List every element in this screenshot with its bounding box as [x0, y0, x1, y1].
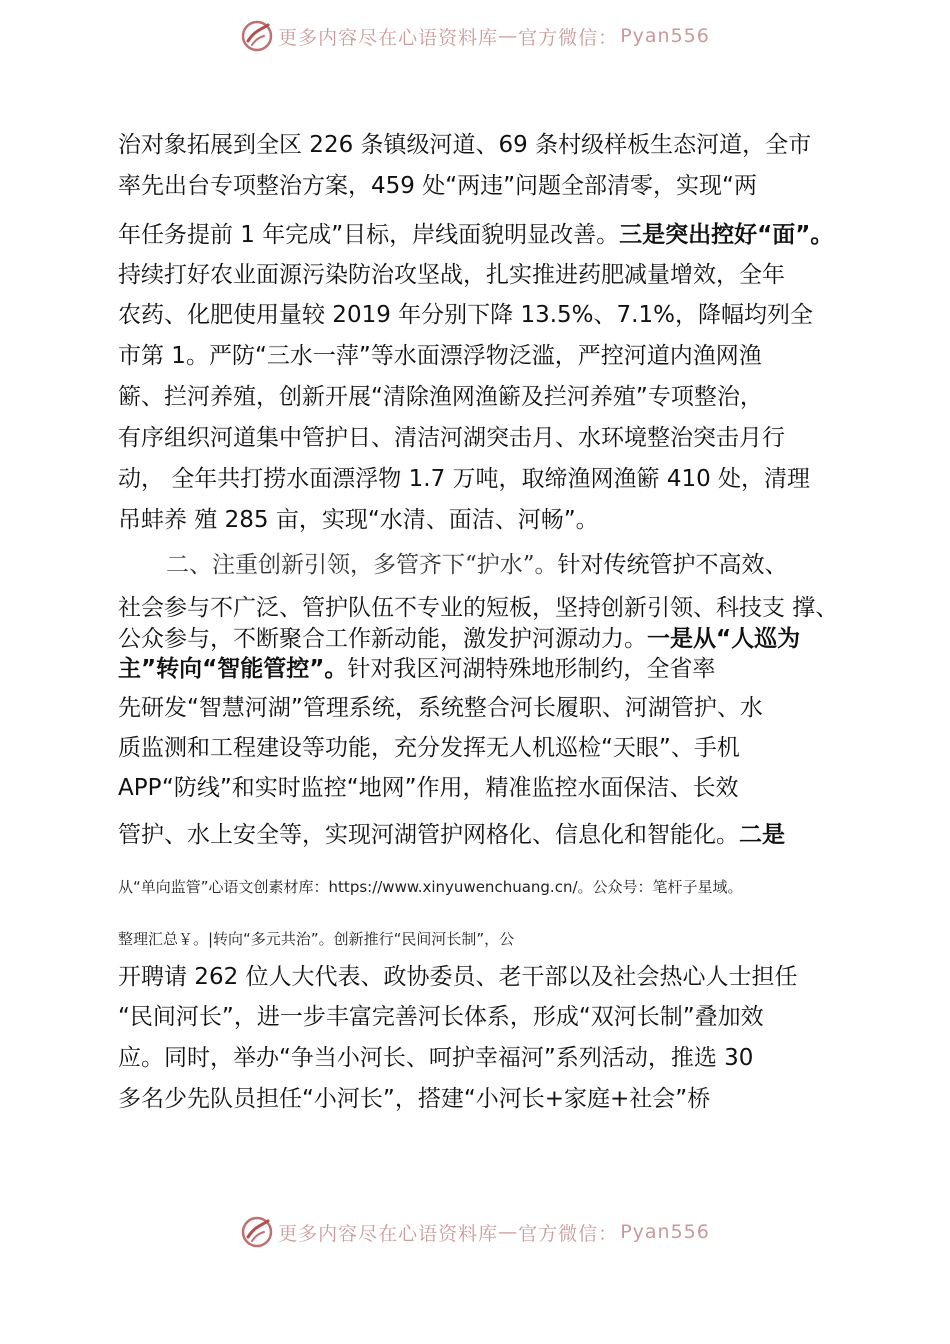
- text-line: [118, 654, 715, 684]
- watermark-main-text: 更多内容尽在心语资料库: [278, 26, 499, 49]
- text-line: 市第 1。严防“三水一萍”等水面漂浮物泛滥，严控河道内渔网渔: [118, 343, 762, 369]
- text-line: 应。同时，举办“争当小河长、呵护幸福河”系列活动，推选 30: [118, 1045, 754, 1071]
- text-line: 农药、化肥使用量较 2019 年分别下降 13.5%、7.1%，降幅均列全: [118, 302, 813, 328]
- text-line-small: 从“单向监管”心语文创素材库：https://www.xinyuwenchuang.cn/。公众号：笔杆子星域。: [118, 878, 743, 896]
- subheading-two: 二是: [739, 822, 785, 848]
- text-line: [166, 550, 788, 580]
- text-line: 有序组织河道集中管护日、清洁河湖突击月、水环境整治突击月行: [118, 425, 785, 451]
- brush-logo-icon: [240, 1215, 274, 1249]
- text-line: 开聘请 262 位人大代表、政协委员、老干部以及社会热心人士担任: [118, 964, 798, 990]
- subheading-one-cont: 主”转向“智能管控”。: [118, 656, 348, 682]
- text-segment: 针对传统管护不高效、: [557, 552, 788, 578]
- watermark-official-label: 官方微信：: [518, 1222, 619, 1245]
- subheading-three: 三是突出控好“面”。: [619, 222, 834, 248]
- text-line: 质监测和工程建设等功能，充分发挥无人机巡检“天眼”、手机: [118, 735, 740, 761]
- text-line: 动， 全年共打捞水面漂浮物 1.7 万吨，取缔渔网渔簖 410 处，清理: [118, 466, 811, 492]
- text-line: [118, 820, 785, 850]
- text-line-small: 整理汇总￥。|转向“多元共治”。创新推行“民间河长制”，公: [118, 930, 515, 948]
- text-line: 治对象拓展到全区 226 条镇级河道、69 条村级样板生态河道，全市: [118, 132, 812, 158]
- text-segment: 年任务提前 1 年完成”目标，岸线面貌明显改善。: [118, 222, 620, 248]
- text-segment: 公众参与，不断聚合工作新动能，激发护河源动力。: [118, 626, 647, 652]
- watermark-account: Pyan556: [620, 1221, 710, 1243]
- text-line: 社会参与不广泛、管护队伍不专业的短板，坚持创新引领、科技支 撑、: [118, 595, 839, 621]
- text-line: 簖、拦河养殖，创新开展“清除渔网渔簖及拦河养殖”专项整治，: [118, 384, 763, 410]
- text-line: 持续打好农业面源污染防治攻坚战，扎实推进药肥减量增效，全年: [118, 262, 785, 288]
- watermark-dash: —: [498, 25, 519, 47]
- text-segment: 管护、水上安全等，实现河湖管护网格化、信息化和智能化。: [118, 822, 739, 848]
- watermark-account: Pyan556: [620, 25, 710, 47]
- text-line: [118, 220, 833, 250]
- text-line: 先研发“智慧河湖”管理系统，系统整合河长履职、河湖管护、水: [118, 695, 763, 721]
- subheading-one: 一是从“人巡为: [647, 626, 801, 652]
- text-line: [118, 624, 800, 654]
- watermark-official-label: 官方微信：: [518, 26, 619, 49]
- watermark-main-text: 更多内容尽在心语资料库: [278, 1222, 499, 1245]
- text-segment: 针对我区河湖特殊地形制约，全省率: [347, 656, 716, 682]
- text-line: 吊蚌养 殖 285 亩，实现“水清、面洁、河畅”。: [118, 507, 599, 533]
- footer-watermark: [0, 1212, 950, 1252]
- text-line: 多名少先队员担任“小河长”，搭建“小河长+家庭+社会”桥: [118, 1086, 711, 1112]
- section-heading-two: 二、注重创新引领，多管齐下“护水”。: [166, 552, 558, 578]
- text-line: 率先出台专项整治方案，459 处“两违”问题全部清零，实现“两: [118, 173, 757, 199]
- text-line: APP“防线”和实时监控“地网”作用，精准监控水面保洁、长效: [118, 775, 739, 801]
- brush-logo-icon: [240, 19, 274, 53]
- watermark-dash: —: [498, 1221, 519, 1243]
- text-line: “民间河长”，进一步丰富完善河长体系，形成“双河长制”叠加效: [118, 1004, 764, 1030]
- header-watermark: [0, 16, 950, 56]
